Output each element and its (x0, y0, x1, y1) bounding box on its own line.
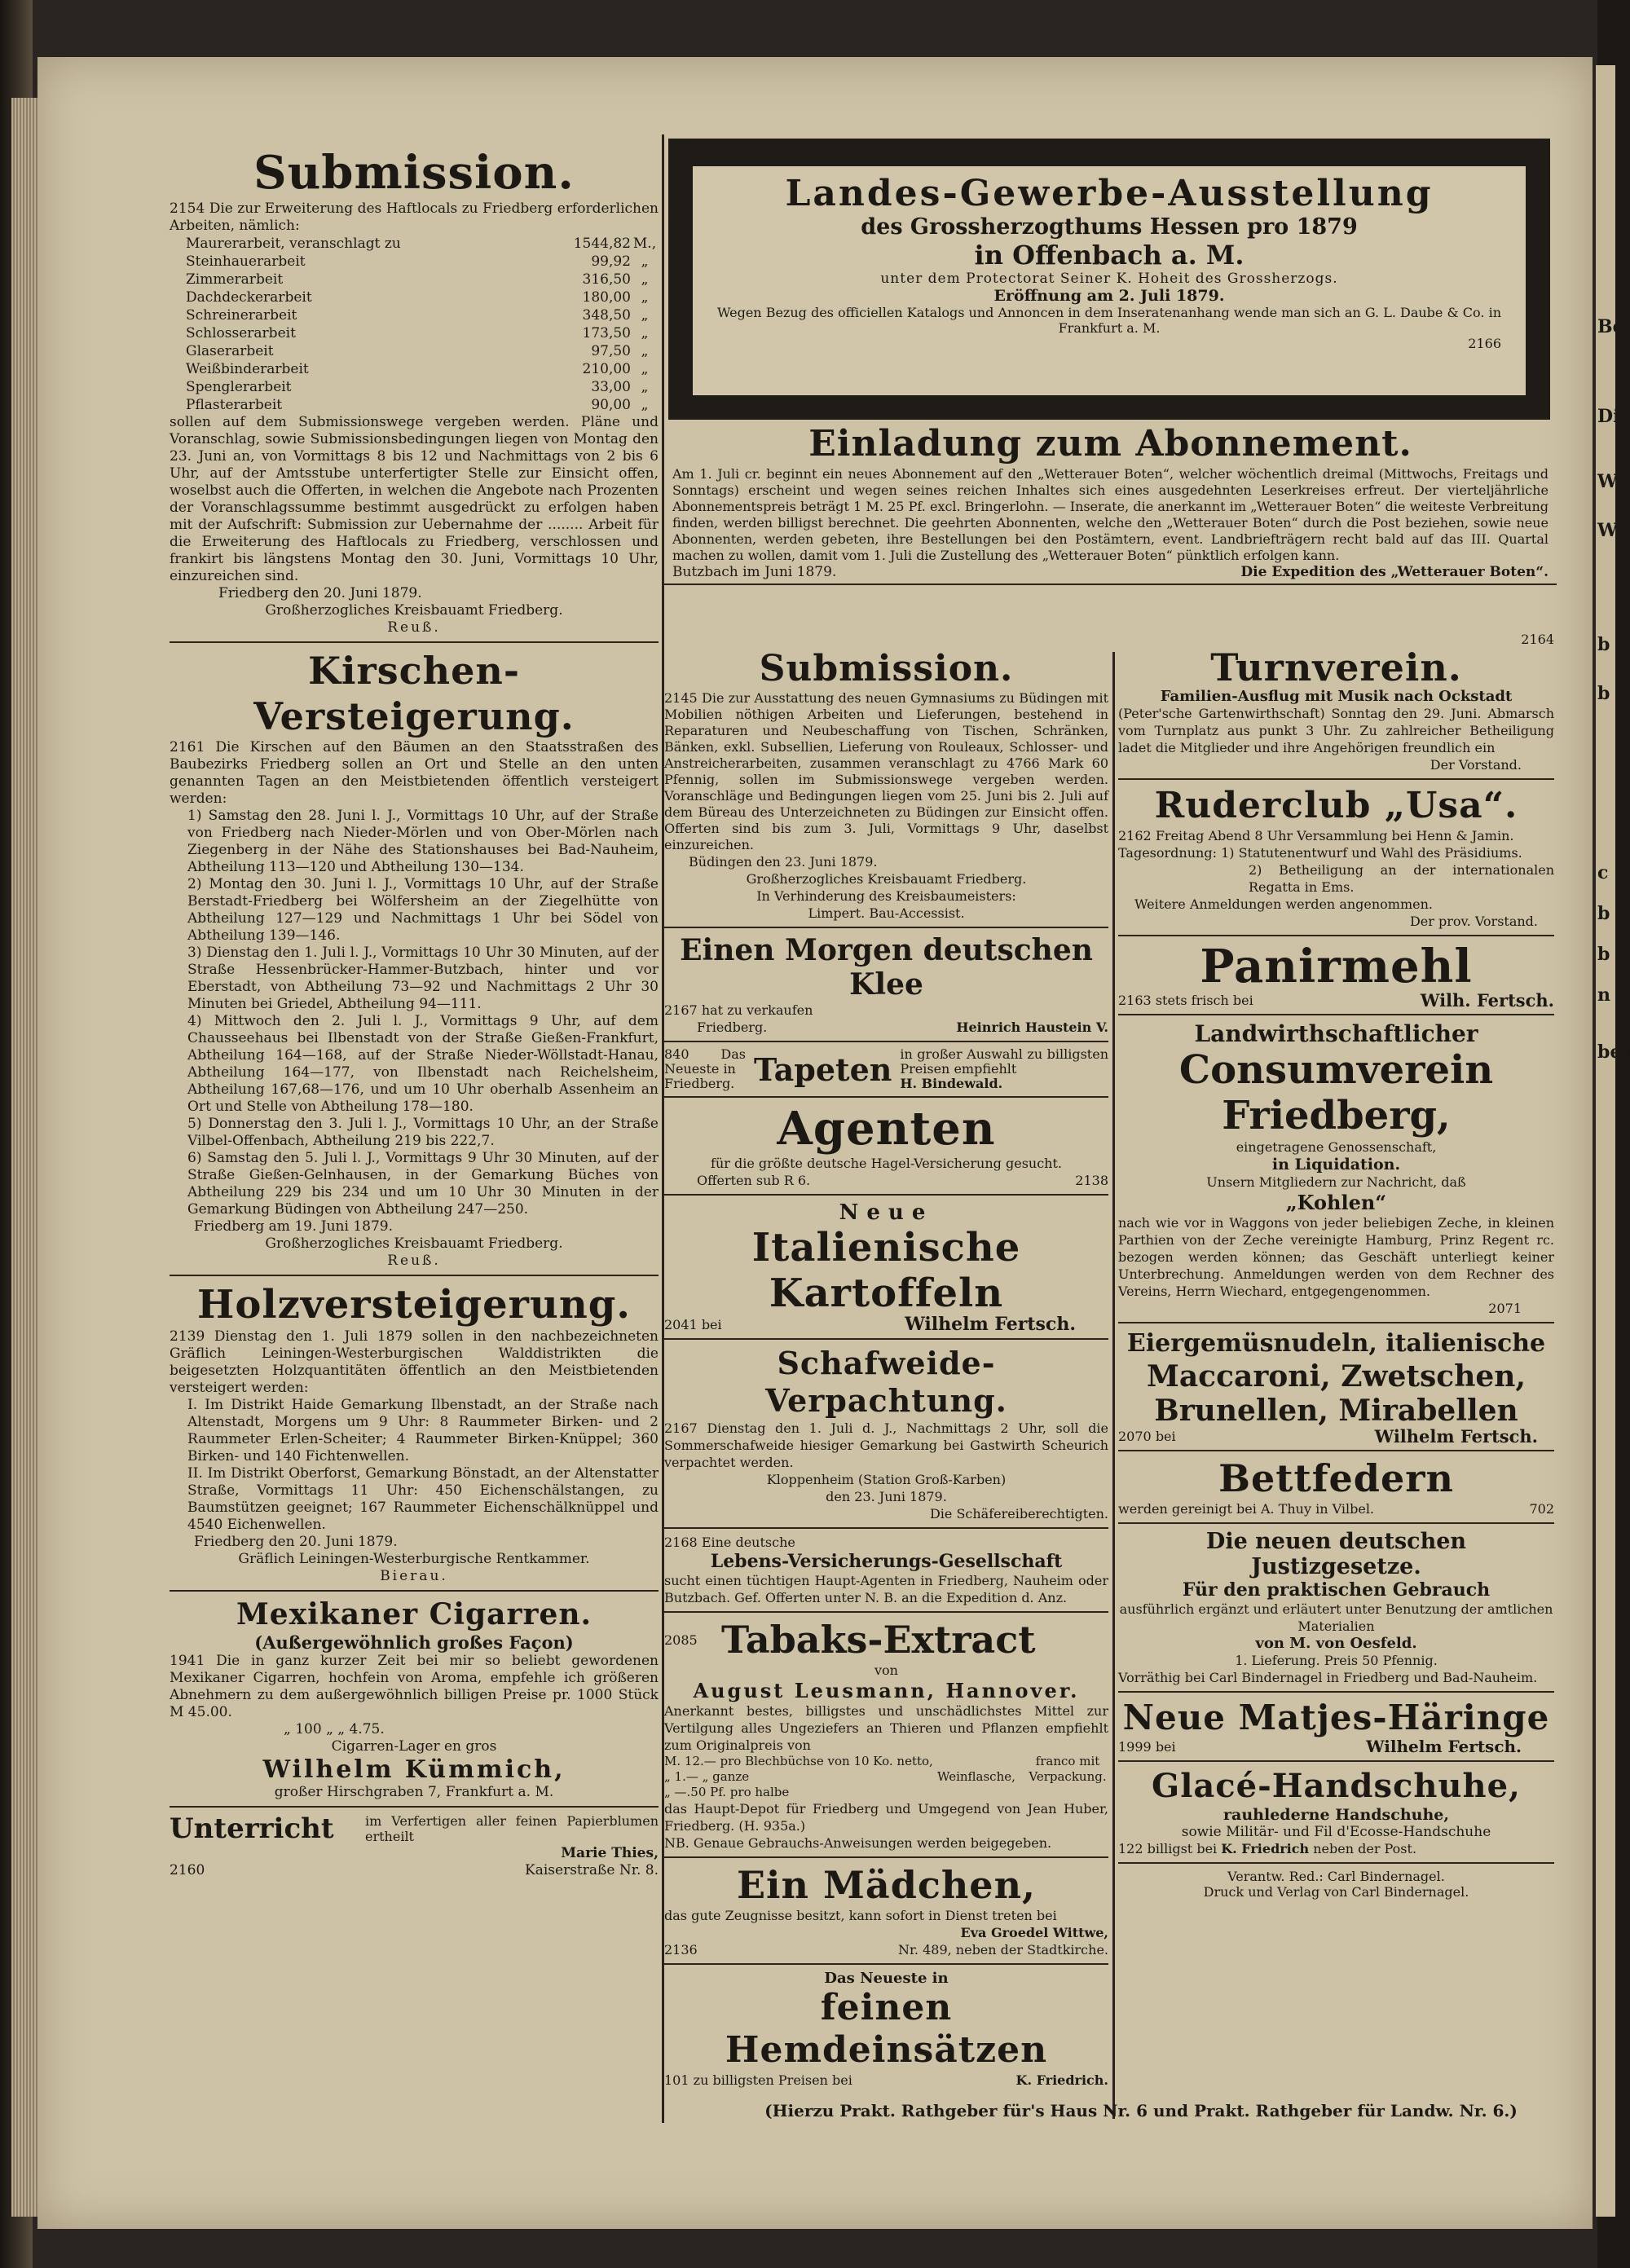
ad-title: Eiergemüsnudeln, italienische (1126, 1329, 1546, 1358)
ad-note: NB. Genaue Gebrauchs-Anweisungen werden beigegeben. (664, 1835, 1052, 1851)
ad-text: Die zur Ausstattung des neuen Gymnasiums zu Büdingen mit Mobilien nöthigen Arbeiten und Lieferungen, bestehend in Reparaturen und Neubeschaffung von Tischen, Schränken, Bänken, exkl. Subsellien, Lieferung von Rouleaux, Schlosser- und Anstreicherarbeiten, zusammen veranschlagt zu 4766 Mark 60 Pfennig, sollen im Submissionswege vergeben werden. Voranschläge und Bedingungen liegen vom 25. Juni bis 2. Juli auf dem Büreau des Unterzeichneten zu Büdingen zur Einsicht offen. Offerten sind bis zum 3. Juli, Vormittags 9 Uhr, daselbst einzureichen. (664, 690, 1109, 852)
ad-date: Friedberg den 20. Juni 1879. (194, 1534, 398, 1550)
ad-number: 2136 (664, 1942, 698, 1958)
next-page-fragment: W (1597, 520, 1618, 541)
ad-author: von M. von Oesfeld. (1255, 1635, 1417, 1652)
ad-signer: Die Expedition des „Wetterauer Boten“. (1240, 564, 1548, 580)
ad-number: 2085 (664, 1632, 698, 1648)
exhibition-line: in Offenbach a. M. (974, 240, 1245, 271)
price-line: M. 12.— pro Blechbüchse von 10 Ko. netto, (664, 1754, 933, 1768)
cost-row: Maurerarbeit, veranschlagt zu 1544,82 M., (186, 236, 657, 252)
ad-number: 2161 (170, 739, 205, 755)
ad-title: feinen Hemdeinsätzen (725, 1987, 1048, 2071)
ad-number: 2163 (1118, 993, 1152, 1008)
ad-title: Ruderclub „Usa“. (1154, 785, 1518, 826)
ad-place: Friedberg. (664, 1076, 735, 1091)
ad-name: Heinrich Haustein V. (956, 1019, 1108, 1035)
exhibition-line: Eröffnung am 2. Juli 1879. (993, 287, 1225, 305)
ad-place: Friedberg. (697, 1019, 768, 1035)
ad-title: Tapeten (754, 1050, 892, 1088)
ad-name: Marie Thies, (561, 1845, 659, 1861)
ad-title: Neue Matjes-Häringe (1122, 1698, 1550, 1737)
ad-intro: Dienstag den 1. Juli 1879 sollen in den nachbezeichneten Gräflich Leiningen-Westerburgischen Walddistrikten die beigesetzten Holzquantitäten öffentlich an den Meistbietenden versteigert werden: (170, 1328, 659, 1396)
ad-subtitle: in Liquidation. (1271, 1156, 1401, 1174)
ad-title: Consumverein Friedberg, (1178, 1047, 1494, 1138)
ad-date: Butzbach im Juni 1879. (672, 564, 837, 580)
ad-maker: August Leusmann, Hannover. (693, 1679, 1080, 1702)
ad-number: 1999 (1118, 1739, 1152, 1755)
ad-title: Brunellen, Mirabellen (1154, 1394, 1518, 1428)
ad-date: den 23. Juni 1879. (826, 1489, 947, 1504)
ad-signer: Reuß. (387, 619, 441, 636)
ad-title: Einen Morgen deutschen Klee (680, 933, 1093, 1002)
divider (1118, 1450, 1554, 1451)
agenten-ad (664, 1103, 1108, 1189)
auction-item: 6) Samstag den 5. Juli l. J., Vormittags 9 Uhr 30 Minuten, auf der Straße Gießen-Gelnhausen, in der Gemarkung Büches von Abtheilung 229 bis 234 und um 10 Uhr 30 Minuten in der Gemarkung Büdingen von Abtheilung 247—250. (187, 1150, 659, 1218)
ad-office: In Verhinderung des Kreisbaumeisters: (756, 888, 1016, 904)
ad-name: Wilhelm Fertsch. (905, 1314, 1076, 1335)
ad-title: Agenten (777, 1102, 996, 1156)
ad-text: werden gereinigt bei A. Thuy in Vilbel. (1118, 1501, 1375, 1517)
divider (170, 1590, 659, 1592)
ad-date: Friedberg am 19. Juni 1879. (194, 1218, 393, 1235)
exhibition-line: des Grossherzogthums Hessen pro 1879 (861, 214, 1358, 240)
ad-number: 2167 (664, 1420, 698, 1436)
cost-row: Weißbinderarbeit 210,00 „ (186, 361, 649, 377)
hemd-ad (664, 1970, 1108, 2089)
ad-number: 2168 (664, 1535, 698, 1550)
ad-pretext: Landwirthschaftlicher (1194, 1020, 1478, 1047)
next-page-fragment: b (1597, 903, 1610, 924)
ad-signer: Der prov. Vorstand. (1409, 914, 1538, 929)
justiz-ad (1118, 1529, 1554, 1686)
ad-title: Schafweide-Verpachtung. (765, 1345, 1007, 1419)
cost-row: Glaserarbeit 97,50 „ (186, 343, 649, 359)
next-page-edge (1596, 65, 1630, 2217)
next-page-fragment: Be (1597, 316, 1624, 337)
ad-subtitle: eingetragene Genossenschaft, (1236, 1139, 1437, 1155)
ad-text: Die in ganz kurzer Zeit bei mir so beliebt gewordenen Mexikaner Cigarren, hochfein von Aroma, empfehle ich größeren Abnehmern zu dem außergewöhnlich billigen Preise pr. 1000 Stück M 45.00. (170, 1653, 659, 1720)
ad-title: Unterricht (170, 1812, 334, 1845)
ad-title: Die neuen deutschen Justizgesetze. (1205, 1529, 1467, 1579)
divider (170, 641, 659, 643)
ad-number: 101 (664, 2072, 689, 2088)
next-page-fragment: b (1597, 634, 1610, 655)
ad-text: nach wie vor in Waggons von jeder beliebigen Zeche, in kleinen Parthien von der Zeche vereinigte Hamburg, Prinz Regent rc. bezogen werden können; das Geschäft unterliegt keiner Unterbrechung. Anmeldungen werden von dem Rechner des Vereins, Herrn Wiechard, entgegengenommen. (1118, 1215, 1554, 1299)
ad-subtitle: Für den praktischen Gebrauch (1182, 1579, 1491, 1601)
tapeten-ad (664, 1047, 1108, 1091)
ad-title: Ein Mädchen, (736, 1863, 1037, 1907)
cost-table (170, 235, 659, 414)
next-page-fragment: c (1597, 862, 1609, 883)
ad-title: Tabaks-Extract (721, 1618, 1036, 1662)
next-page-fragment: W (1597, 471, 1618, 492)
next-page-fragment: b (1597, 944, 1610, 965)
ad-text: ausführlich ergänzt und erläutert unter Benutzung der amtlichen Materialien (1119, 1601, 1553, 1634)
column-rule (1112, 652, 1115, 2119)
auction-item: 3) Dienstag den 1. Juli l. J., Vormittags 10 Uhr 30 Minuten, auf der Straße Hessenbrücker-Hammer-Butzbach, hinter und vor Eberstadt, von Abtheilung 73—92 und Nachmittags 2 Uhr 30 Minuten bei Griedel, Abtheilung 94—111. (187, 945, 659, 1012)
ad-number: 2162 (1118, 828, 1152, 843)
imprint (1118, 1869, 1554, 1900)
ad-address: Nr. 489, neben der Stadtkirche. (898, 1942, 1108, 1958)
right-column (1118, 632, 1554, 1900)
ad-text: neben der Post. (1313, 1841, 1417, 1856)
ad-text: sollen auf dem Submissionswege vergeben werden. Pläne und Voranschlag, sowie Submissionsbedingungen liegen von Montag den 23. Juni an, von Vormittags 8 bis 12 und Nachmittags von 2 bis 6 Uhr, auf der Amtsstube unterfertigter Stelle zur Einsicht offen, woselbst auch die Offerten, in welchen die Angebote nach Prozenten der Voranschlagssumme bestimmt ausgedrückt zu erfolgen haben mit der Aufschrift: Submission zur Uebernahme der ........ Arbeit für die Erweiterung des Haftlocals zu Friedberg, verschlossen und frankirt bis längstens Montag den 30. Juni, Vormittags 10 Uhr, einzureichen sind. (170, 414, 659, 584)
ad-title: Bettfedern (1218, 1456, 1454, 1500)
versicherung-ad (664, 1534, 1108, 1606)
exhibition-ad (668, 139, 1550, 420)
maedchen-ad (664, 1863, 1108, 1958)
turnverein-ad (1118, 632, 1554, 773)
ad-intro: Die Kirschen auf den Bäumen an den Staatsstraßen des Baubezirks Friedberg sollen an Ort und Stelle an den unten genannten Tagen an den Meistbietenden öffentlich versteigert werden: (170, 739, 659, 807)
kirschen-ad (170, 648, 659, 1270)
next-page-fragment: bet (1597, 1042, 1630, 1063)
ad-signer: Reuß. (387, 1253, 441, 1269)
glace-ad (1118, 1767, 1554, 1857)
divider (664, 1041, 1108, 1042)
divider (664, 1194, 1108, 1196)
ad-text: Freitag Abend 8 Uhr Versammlung bei Henn & Jamin. (1155, 828, 1514, 843)
ad-title: Lebens-Versicherungs-Gesellschaft (710, 1551, 1063, 1572)
ad-text: billigst bei (1147, 1841, 1218, 1856)
ad-signer: Der Vorstand. (1430, 757, 1522, 773)
ad-title: Holzversteigerung. (196, 1282, 631, 1328)
divider (664, 1856, 1108, 1858)
next-page-fragment: n (1597, 984, 1610, 1006)
ad-name: Wilhelm Fertsch. (1366, 1737, 1522, 1756)
ad-text: bei (1155, 1429, 1176, 1444)
ad-text: das Haupt-Depot für Friedberg und Umgegend von Jean Huber, Friedberg. (H. 935a.) (664, 1801, 1108, 1834)
divider (664, 1096, 1108, 1098)
exhibition-line: unter dem Protectorat Seiner K. Hoheit des Grossherzogs. (880, 271, 1338, 287)
ad-office: Großherzogliches Kreisbauamt Friedberg. (265, 602, 563, 619)
ad-text: für die größte deutsche Hagel-Versicherung gesucht. (711, 1156, 1062, 1171)
ad-title: Einladung zum Abonnement. (808, 423, 1412, 465)
divider (664, 1611, 1108, 1613)
price-line: „ —.50 Pf. pro halbe (664, 1785, 790, 1799)
auction-item: 2) Montag den 30. Juni l. J., Vormittags 10 Uhr, auf der Straße Berstadt-Friedberg bei Wölfersheim an der Ziegelhütte von Abtheilung 127—129 und Nachmittags 1 Uhr bei Södel von Abtheilung 139—146. (187, 876, 659, 944)
submission-ad (170, 147, 659, 636)
ad-name: Wilhelm Fertsch. (1374, 1426, 1538, 1447)
klee-ad (664, 933, 1108, 1036)
cost-row: Zimmerarbeit 316,50 „ (186, 271, 649, 288)
ad-office: Großherzogliches Kreisbauamt Friedberg. (746, 871, 1027, 887)
divider (170, 1275, 659, 1276)
price-line: „ 1.— „ ganze (664, 1769, 750, 1784)
cost-row: Schreinerarbeit 348,50 „ (186, 307, 649, 324)
ad-number: 2138 (1075, 1173, 1108, 1188)
panirmehl-ad (1118, 941, 1554, 1009)
auction-item: 4) Mittwoch den 2. Juli l. J., Vormittags 9 Uhr, auf dem Chausseehaus bei Ilbenstadt von der Straße Gießen-Frankfurt, Abtheilung 164—168, auf der Straße Nieder-Wöllstadt-Hanau, Abtheilung 164—177, von Ilbenstadt nach Reichelsheim, Abtheilung 167,68—176, und um 10 Uhr oberhalb Assenheim an Ort und Stelle von Abtheilung 178—180. (187, 1013, 659, 1115)
ruderclub-ad (1118, 785, 1554, 930)
ad-number: 2166 (1468, 336, 1501, 351)
ad-signer: Bierau. (380, 1568, 448, 1584)
ad-name: K. Friedrich (1221, 1841, 1310, 1856)
divider (664, 927, 1108, 928)
ad-text: stets frisch bei (1155, 993, 1253, 1008)
auction-item: I. Im Distrikt Haide Gemarkung Ilbenstadt, an der Straße nach Altenstadt, Morgens um 9 Uhr: 8 Raummeter Birken- und 2 Raummeter Erlen-Scheiter; 4 Raummeter Birken-Knüppel; 360 Birken- und 140 Fichtenwellen. (187, 1397, 659, 1464)
ad-text: in großer Auswahl zu billigsten Preisen empfiehlt (900, 1046, 1108, 1077)
middle-column (664, 648, 1108, 2089)
ad-number: 1941 (170, 1653, 205, 1669)
ad-text: Weitere Anmeldungen werden angenommen. (1134, 896, 1434, 912)
ad-price: „ 100 „ „ 4.75. (284, 1721, 385, 1737)
price-note: Weinflasche, (937, 1769, 1015, 1784)
ad-name: K. Friedrich. (1015, 2072, 1108, 2088)
divider (1118, 1522, 1554, 1524)
ad-number: 122 (1118, 1841, 1143, 1856)
ad-text: (Peter'sche Gartenwirthschaft) Sonntag den 29. Juni. Abmarsch vom Turnplatz aus punkt 3 Uhr. Zu zahlreicher Betheiligung ladet die Mitglieder und ihre Angehörigen freundlich ein (1118, 706, 1554, 755)
ad-text: bei (701, 1317, 722, 1332)
ad-title: Panirmehl (1200, 940, 1473, 993)
submission-mid-ad (664, 648, 1108, 922)
divider (664, 1963, 1108, 1965)
ad-title: Kirschen-Versteigerung. (253, 649, 575, 738)
ad-text: Unsern Mitgliedern zur Nachricht, daß (1206, 1174, 1466, 1190)
ad-text: Dienstag den 1. Juli d. J., Nachmittags 2 Uhr, soll die Sommerschafweide hiesiger Gemarkung bei Gastwirth Scheurich verpachtet werden. (664, 1420, 1109, 1470)
cost-row: Dachdeckerarbeit 180,00 „ (186, 289, 649, 306)
auction-item: 1) Samstag den 28. Juni l. J., Vormittags 10 Uhr, auf der Straße von Friedberg nach Nieder-Mörlen und von Ober-Mörlen nach Ziegenberg in der Nähe des Stationshauses bei Bad-Nauheim, Abtheilung 113—120 und Abtheilung 130—134. (187, 808, 659, 875)
ad-subtitle: sowie Militär- und Fil d'Ecosse-Handschuhe (1181, 1824, 1491, 1840)
divider (1118, 1014, 1554, 1015)
cost-row: Steinhauerarbeit 99,92 „ (186, 253, 649, 270)
ad-pretext: Eine deutsche (701, 1535, 795, 1550)
ad-title: Maccaroni, Zwetschen, (1146, 1359, 1526, 1394)
holz-ad (170, 1281, 659, 1585)
divider (1118, 778, 1554, 780)
divider (664, 1527, 1108, 1529)
ad-number: 2160 (170, 1862, 205, 1878)
ad-text: Vorräthig bei Carl Bindernagel in Friedberg und Bad-Nauheim. (1118, 1670, 1538, 1685)
ad-number: 2164 (1521, 632, 1554, 647)
schafweide-ad (664, 1345, 1108, 1522)
next-page-fragment: b (1597, 683, 1610, 704)
divider (1118, 1322, 1554, 1323)
ad-text: im Verfertigen aller feinen Papierblumen ertheilt (365, 1813, 659, 1844)
ad-title: Submission. (759, 648, 1014, 689)
ad-number: 2145 (664, 690, 698, 706)
ad-intro: Die zur Erweiterung des Haftlocals zu Friedberg erforderlichen Arbeiten, nämlich: (170, 200, 659, 234)
ad-text: hat zu verkaufen (701, 1002, 813, 1018)
ad-headline: Familien-Ausflug mit Musik nach Ockstadt (1160, 688, 1513, 705)
matjes-ad (1118, 1698, 1554, 1755)
imprint-line: Verantw. Red.: Carl Bindernagel. (1227, 1869, 1445, 1884)
next-page-fragment: Di (1597, 406, 1620, 427)
ad-text: 1. Lieferung. Preis 50 Pfennig. (1235, 1653, 1438, 1668)
tabak-ad (664, 1618, 1108, 1852)
ad-name: Wilh. Fertsch. (1420, 990, 1554, 1011)
nudeln-ad (1118, 1328, 1554, 1445)
ad-number: 2070 (1118, 1429, 1152, 1444)
divider (1118, 935, 1554, 936)
ad-text: bei (1155, 1739, 1176, 1755)
ad-office: Gräflich Leiningen-Westerburgische Rentkammer. (238, 1551, 590, 1567)
ad-text: zu billigsten Preisen bei (693, 2072, 852, 2088)
ad-subtitle: (Außergewöhnlich großes Façon) (254, 1632, 574, 1653)
ad-signer: Limpert. Bau-Accessist. (808, 905, 965, 921)
price-note: franco mit Verpackung. (1029, 1754, 1107, 1784)
ad-pretext: Neue (839, 1200, 934, 1225)
divider (1118, 1862, 1554, 1864)
ad-text: Anerkannt bestes, billigstes und unschädlichstes Mittel zur Vertilgung alles Ungeziefers an Thieren und Pflanzen empfiehlt zum Originalpreis von (664, 1703, 1108, 1753)
ad-text: Am 1. Juli cr. beginnt ein neues Abonnement auf den „Wetterauer Boten“, welcher wöchentlich dreimal (Mittwochs, Freitags und Sonntags) erscheint und wegen seines reichen Inhaltes sich eines ausgedehnten Leserkreises erfreut. Der vierteljährliche Abonnementspreis beträgt 1 M. 25 Pf. excl. Bringerlohn. — Inserate, die anerkannt im „Wetterauer Boten“ die weiteste Verbreitung finden, werden billigst berechnet. Die geehrten Abonnenten, welche den „Wetterauer Boten“ durch die Post beziehen, sowie neue Abonnenten, werden gebeten, ihre Bestellungen bei den Postämtern, event. Landbriefträgern recht bald auf das III. Quartal machen zu wollen, damit vom 1. Juli die Zustellung des „Wetterauer Boten“ pünktlich erfolgen kann. (672, 466, 1548, 563)
ad-number: 2071 (1488, 1301, 1522, 1316)
ad-subtitle: rauhlederne Handschuhe, (1223, 1806, 1449, 1824)
exhibition-title: Landes-Gewerbe-Ausstellung (785, 173, 1434, 214)
ad-place: Kloppenheim (Station Groß-Karben) (766, 1472, 1007, 1487)
page-footer: (Hierzu Prakt. Rathgeber für's Haus Nr. 6 und Prakt. Rathgeber für Landw. Nr. 6.) (764, 2101, 1518, 2120)
ad-date: Friedberg den 20. Juni 1879. (218, 585, 422, 601)
ad-number: 702 (1529, 1501, 1554, 1517)
divider (664, 1338, 1108, 1340)
ad-number: 2139 (170, 1328, 205, 1345)
auction-item: 5) Donnerstag den 3. Juli l. J., Vormittags 10 Uhr, an der Straße Vilbel-Offenbach, Abtheilung 219 bis 222,7. (187, 1116, 659, 1149)
divider (170, 1806, 659, 1808)
ad-title: Glacé-Handschuhe, (1152, 1767, 1521, 1805)
ad-name: H. Bindewald. (900, 1076, 1003, 1091)
ad-number: 2041 (664, 1317, 698, 1332)
ad-store: Cigarren-Lager en gros (331, 1738, 497, 1755)
ad-number: 2167 (664, 1002, 698, 1018)
ad-pretext: Das Neueste in (664, 1046, 746, 1077)
ad-signer: Die Schäfereiberechtigten. (929, 1506, 1108, 1522)
ad-address: Kaiserstraße Nr. 8. (525, 1862, 659, 1878)
ad-text: sucht einen tüchtigen Haupt-Agenten in Friedberg, Nauheim oder Butzbach. Gef. Offerten unter N. B. an die Expedition d. Anz. (664, 1573, 1108, 1605)
cost-row: Pflasterarbeit 90,00 „ (186, 397, 649, 413)
divider (1118, 1760, 1554, 1762)
ad-title: Italienische Kartoffeln (751, 1225, 1021, 1316)
ad-title: Submission. (253, 146, 575, 200)
ad-name: Wilhelm Kümmich, (262, 1755, 566, 1784)
ad-text: von (874, 1662, 898, 1678)
unterricht-ad (170, 1812, 659, 1879)
bettfedern-ad (1118, 1456, 1554, 1517)
kartoffeln-ad (664, 1200, 1108, 1333)
ad-name: Eva Groedel Wittwe, (960, 1925, 1108, 1940)
abonnement-ad (664, 422, 1557, 590)
consum-ad (1118, 1020, 1554, 1317)
ad-number: 840 (664, 1046, 689, 1062)
agenda-item: 2) Betheiligung an der internationalen Regatta in Ems. (1249, 862, 1554, 895)
ad-text: Offerten sub R 6. (697, 1173, 811, 1188)
ad-date: Büdingen den 23. Juni 1879. (689, 854, 878, 870)
ad-text: das gute Zeugnisse besitzt, kann sofort in Dienst treten bei (664, 1908, 1057, 1923)
cigar-ad (170, 1596, 659, 1801)
imprint-line: Druck und Verlag von Carl Bindernagel. (1203, 1884, 1469, 1900)
left-column (170, 147, 659, 1879)
cost-row: Spenglerarbeit 33,00 „ (186, 379, 649, 395)
ad-pretext: Das Neueste in (824, 1970, 949, 1987)
cost-row: Schlosserarbeit 173,50 „ (186, 325, 649, 341)
ad-office: Großherzogliches Kreisbauamt Friedberg. (265, 1235, 563, 1252)
agenda-item: 1) Statutenentwurf und Wahl des Präsidiums. (1221, 845, 1522, 861)
auction-item: II. Im Distrikt Oberforst, Gemarkung Bönstadt, an der Altenstatter Straße, Vormittags 11 Uhr: 450 Eichenschälstangen, zu Baumstützen geeignet; 167 Raummeter Eichenschälknüppel und 4540 Eichenwellen. (187, 1465, 659, 1533)
divider (1118, 1691, 1554, 1693)
divider (664, 584, 1557, 585)
ad-number: 2154 (170, 200, 205, 217)
ad-highlight: „Kohlen“ (1285, 1191, 1387, 1214)
ad-address: großer Hirschgraben 7, Frankfurt a. M. (274, 1784, 554, 1800)
ad-text: Tagesordnung: (1118, 845, 1217, 861)
ad-title: Turnverein. (1210, 645, 1462, 689)
ad-title: Mexikaner Cigarren. (236, 1597, 593, 1632)
exhibition-line: Wegen Bezug des officiellen Katalogs und Annoncen in dem Inseratenanhang wende man sich an G. L. Daube & Co. in Frankfurt a. M. (716, 305, 1501, 336)
